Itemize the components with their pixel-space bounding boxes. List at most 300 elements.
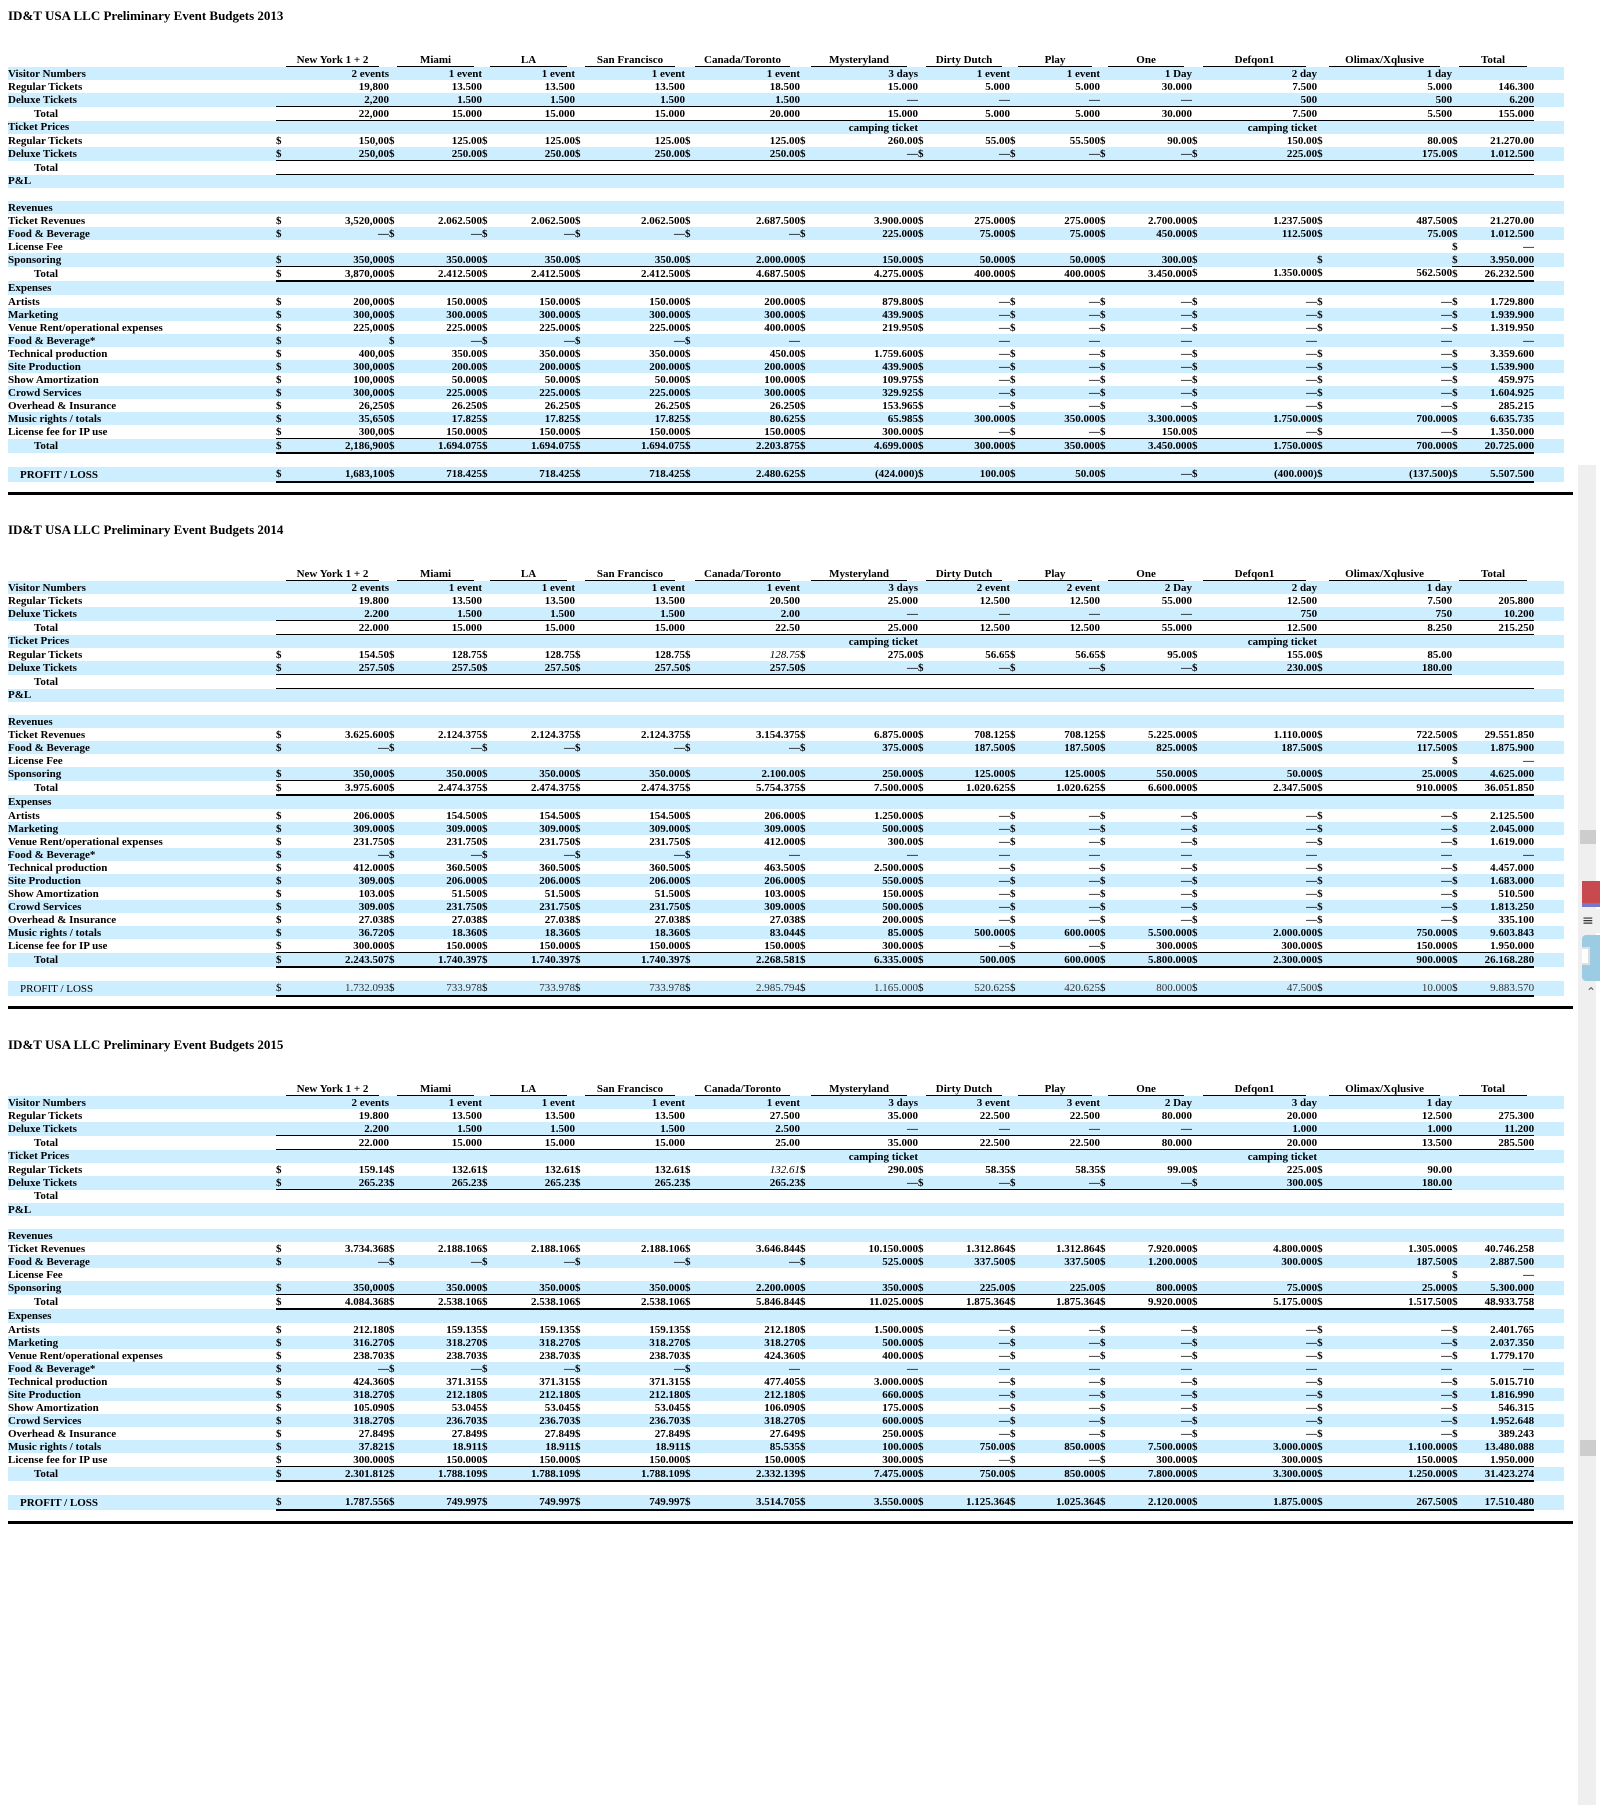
value-cell[interactable]: 50.000 (938, 253, 1010, 267)
value-cell[interactable]: 265.23 (595, 1176, 685, 1190)
value-cell[interactable]: 55.500 (1030, 134, 1100, 147)
value-cell[interactable]: 7.500 (1212, 80, 1317, 93)
value-cell[interactable] (1030, 1216, 1100, 1229)
value-cell[interactable] (1474, 661, 1534, 675)
value-cell[interactable]: 1.875.000 (1212, 1495, 1317, 1510)
value-cell[interactable]: 2.062.500 (409, 214, 482, 227)
value-cell[interactable]: — (1339, 1349, 1452, 1362)
value-cell[interactable]: 700.000 (1339, 439, 1452, 454)
value-cell[interactable]: — (1212, 1362, 1317, 1375)
value-cell[interactable]: 300,000 (298, 360, 389, 373)
value-cell[interactable]: 2.120.000 (1120, 1495, 1192, 1510)
value-cell[interactable] (1120, 795, 1192, 809)
value-cell[interactable]: 150.000 (409, 425, 482, 439)
value-cell[interactable]: — (938, 1388, 1010, 1401)
value-cell[interactable]: 230.00 (1212, 661, 1317, 675)
value-cell[interactable]: 180.00 (1339, 661, 1452, 675)
value-cell[interactable] (298, 188, 389, 201)
value-cell[interactable]: — (1120, 347, 1192, 360)
value-cell[interactable]: 750.00 (938, 1467, 1010, 1482)
value-cell[interactable]: — (938, 822, 1010, 835)
value-cell[interactable]: — (298, 1362, 389, 1375)
value-cell[interactable]: — (1339, 809, 1452, 822)
value-cell[interactable]: — (938, 1336, 1010, 1349)
value-cell[interactable]: 500.000 (820, 1336, 918, 1349)
value-cell[interactable]: 231.750 (298, 835, 389, 848)
value-cell[interactable]: 225.000 (595, 386, 685, 399)
value-cell[interactable]: — (1339, 373, 1452, 386)
value-cell[interactable]: 132.61 (705, 1163, 800, 1176)
value-cell[interactable]: 225.000 (502, 386, 575, 399)
value-cell[interactable]: — (1030, 1122, 1100, 1136)
value-cell[interactable]: — (409, 848, 482, 861)
value-cell[interactable]: 708.125 (938, 728, 1010, 741)
value-cell[interactable] (502, 1203, 575, 1216)
value-cell[interactable]: 285.500 (1474, 1136, 1534, 1150)
value-cell[interactable]: 1.683.000 (1474, 874, 1534, 887)
value-cell[interactable]: 300.00 (820, 835, 918, 848)
value-cell[interactable]: 520.625 (938, 981, 1010, 996)
value-cell[interactable] (502, 1309, 575, 1323)
value-cell[interactable]: 85.00 (1339, 648, 1452, 661)
value-cell[interactable]: 155.000 (1474, 107, 1534, 121)
value-cell[interactable]: — (938, 295, 1010, 308)
value-cell[interactable]: — (1212, 887, 1317, 900)
value-cell[interactable]: 300.000 (298, 939, 389, 953)
value-cell[interactable]: 19.800 (298, 1109, 389, 1122)
value-cell[interactable] (595, 1216, 685, 1229)
value-cell[interactable]: — (938, 1122, 1010, 1136)
value-cell[interactable]: — (1030, 1349, 1100, 1362)
value-cell[interactable]: — (1212, 848, 1317, 861)
value-cell[interactable]: 13.500 (409, 80, 482, 93)
value-cell[interactable]: 1.237.500 (1212, 214, 1317, 227)
value-cell[interactable]: 450.00 (705, 347, 800, 360)
value-cell[interactable]: 300.00 (1212, 1176, 1317, 1190)
value-cell[interactable] (298, 453, 389, 467)
value-cell[interactable] (1474, 1309, 1534, 1323)
value-cell[interactable]: 1.750.000 (1212, 439, 1317, 454)
value-cell[interactable]: 360.500 (502, 861, 575, 874)
value-cell[interactable] (502, 1150, 575, 1164)
value-cell[interactable]: 12.500 (1030, 594, 1100, 607)
value-cell[interactable]: — (1120, 1176, 1192, 1190)
value-cell[interactable] (595, 121, 685, 135)
value-cell[interactable]: 15.000 (502, 621, 575, 635)
value-cell[interactable]: 5.754.375 (705, 781, 800, 796)
value-cell[interactable]: 2.124.375 (409, 728, 482, 741)
value-cell[interactable]: 350.000 (502, 1281, 575, 1295)
value-cell[interactable] (1030, 281, 1100, 295)
value-cell[interactable]: — (595, 334, 685, 347)
value-cell[interactable]: 128.75 (595, 648, 685, 661)
value-cell[interactable] (1339, 689, 1452, 703)
value-cell[interactable]: 10.200 (1474, 607, 1534, 621)
value-cell[interactable]: 103.000 (705, 887, 800, 900)
value-cell[interactable]: 2,186,900 (298, 439, 389, 454)
value-cell[interactable]: 1.740.397 (409, 953, 482, 968)
value-cell[interactable]: 58.35 (1030, 1163, 1100, 1176)
value-cell[interactable] (1120, 175, 1192, 189)
value-cell[interactable]: 1.350.000 (1212, 267, 1317, 282)
value-cell[interactable] (820, 161, 918, 175)
value-cell[interactable] (502, 453, 575, 467)
value-cell[interactable] (298, 715, 389, 728)
value-cell[interactable]: 1.312.864 (1030, 1242, 1100, 1255)
value-cell[interactable]: 2.474.375 (409, 781, 482, 796)
value-cell[interactable]: — (1030, 334, 1100, 347)
value-cell[interactable]: — (1339, 835, 1452, 848)
value-cell[interactable]: — (938, 93, 1010, 107)
value-cell[interactable]: 3 event (938, 1096, 1010, 1109)
value-cell[interactable]: — (1120, 467, 1192, 482)
value-cell[interactable] (1212, 188, 1317, 201)
value-cell[interactable]: 350.000 (409, 1281, 482, 1295)
value-cell[interactable] (409, 1190, 482, 1204)
value-cell[interactable] (298, 1229, 389, 1242)
value-cell[interactable]: 25.000 (1339, 1281, 1452, 1295)
value-cell[interactable]: 53.045 (502, 1401, 575, 1414)
value-cell[interactable]: — (1212, 1336, 1317, 1349)
value-cell[interactable]: 100.000 (705, 373, 800, 386)
value-cell[interactable] (595, 675, 685, 689)
value-cell[interactable]: 800.000 (1120, 981, 1192, 996)
value-cell[interactable]: 3.625.600 (298, 728, 389, 741)
value-cell[interactable]: 3.300.000 (1212, 1467, 1317, 1482)
value-cell[interactable] (705, 1203, 800, 1216)
value-cell[interactable]: 1.500 (502, 607, 575, 621)
value-cell[interactable]: 225.00 (1030, 1281, 1100, 1295)
value-cell[interactable]: 51.500 (502, 887, 575, 900)
value-cell[interactable]: 200.00 (409, 360, 482, 373)
value-cell[interactable]: 200.000 (502, 360, 575, 373)
value-cell[interactable] (820, 240, 918, 253)
value-cell[interactable] (298, 281, 389, 295)
value-cell[interactable]: 318.270 (595, 1336, 685, 1349)
value-cell[interactable]: 1.165.000 (820, 981, 918, 996)
value-cell[interactable]: — (1212, 861, 1317, 874)
value-cell[interactable] (409, 161, 482, 175)
value-cell[interactable] (298, 201, 389, 214)
value-cell[interactable]: 749.997 (502, 1495, 575, 1510)
value-cell[interactable]: 206.000 (298, 809, 389, 822)
value-cell[interactable] (502, 635, 575, 649)
value-cell[interactable]: 150.000 (820, 253, 918, 267)
value-cell[interactable]: 238.703 (595, 1349, 685, 1362)
value-cell[interactable] (409, 121, 482, 135)
value-cell[interactable]: 150.000 (595, 295, 685, 308)
value-cell[interactable] (1030, 1481, 1100, 1495)
value-cell[interactable]: — (1030, 308, 1100, 321)
value-cell[interactable]: 231.750 (409, 835, 482, 848)
value-cell[interactable]: 600.000 (1030, 953, 1100, 968)
value-cell[interactable] (1212, 702, 1317, 715)
value-cell[interactable]: 75.000 (938, 227, 1010, 240)
value-cell[interactable]: 13.500 (595, 80, 685, 93)
value-cell[interactable]: 718.425 (502, 467, 575, 482)
value-cell[interactable]: — (1120, 1362, 1192, 1375)
value-cell[interactable] (1212, 1481, 1317, 1495)
value-cell[interactable]: — (1212, 1414, 1317, 1427)
value-cell[interactable]: 159.14 (298, 1163, 389, 1176)
value-cell[interactable]: — (1030, 295, 1100, 308)
value-cell[interactable] (1120, 1190, 1192, 1204)
value-cell[interactable]: — (938, 399, 1010, 412)
value-cell[interactable]: — (938, 1349, 1010, 1362)
value-cell[interactable]: 257.50 (502, 661, 575, 675)
value-cell[interactable] (1120, 689, 1192, 703)
value-cell[interactable]: 150,00 (298, 134, 389, 147)
value-cell[interactable]: 180.00 (1339, 1176, 1452, 1190)
value-cell[interactable] (938, 1268, 1010, 1281)
value-cell[interactable] (820, 1268, 918, 1281)
value-cell[interactable]: 80.000 (1120, 1136, 1192, 1150)
value-cell[interactable] (1474, 175, 1534, 189)
value-cell[interactable] (820, 1203, 918, 1216)
value-cell[interactable]: 219.950 (820, 321, 918, 334)
value-cell[interactable]: 27.849 (409, 1427, 482, 1440)
value-cell[interactable]: — (1339, 1336, 1452, 1349)
value-cell[interactable]: 424.360 (705, 1349, 800, 1362)
value-cell[interactable]: 27.849 (298, 1427, 389, 1440)
value-cell[interactable] (1030, 795, 1100, 809)
value-cell[interactable]: 3.450.000 (1120, 439, 1192, 454)
value-cell[interactable]: — (1120, 1122, 1192, 1136)
value-cell[interactable]: 150.000 (595, 425, 685, 439)
value-cell[interactable] (502, 675, 575, 689)
scroll-up-icon[interactable]: ⌃ (1585, 985, 1597, 999)
value-cell[interactable]: 15.000 (595, 621, 685, 635)
value-cell[interactable]: — (705, 848, 800, 861)
value-cell[interactable] (938, 188, 1010, 201)
value-cell[interactable] (409, 675, 482, 689)
value-cell[interactable]: 236.703 (595, 1414, 685, 1427)
value-cell[interactable]: 22,000 (298, 107, 389, 121)
value-cell[interactable] (1212, 253, 1317, 267)
value-cell[interactable] (1120, 201, 1192, 214)
value-cell[interactable]: 20.000 (705, 107, 800, 121)
value-cell[interactable]: 900.000 (1339, 953, 1452, 968)
value-cell[interactable]: 35,650 (298, 412, 389, 425)
value-cell[interactable] (1212, 1190, 1317, 1204)
value-cell[interactable]: — (595, 227, 685, 240)
value-cell[interactable] (1339, 715, 1452, 728)
value-cell[interactable] (1120, 967, 1192, 981)
value-cell[interactable] (938, 967, 1010, 981)
value-cell[interactable]: 733.978 (409, 981, 482, 996)
value-cell[interactable] (705, 754, 800, 767)
value-cell[interactable] (409, 754, 482, 767)
value-cell[interactable]: 150.000 (502, 425, 575, 439)
value-cell[interactable] (409, 240, 482, 253)
value-cell[interactable]: 128.75 (705, 648, 800, 661)
value-cell[interactable]: — (1120, 848, 1192, 861)
value-cell[interactable]: — (705, 334, 800, 347)
value-cell[interactable]: 27.649 (705, 1427, 800, 1440)
value-cell[interactable] (595, 689, 685, 703)
value-cell[interactable] (595, 1229, 685, 1242)
value-cell[interactable]: — (1030, 939, 1100, 953)
value-cell[interactable]: 150.000 (820, 887, 918, 900)
value-cell[interactable]: 85.000 (820, 926, 918, 939)
value-cell[interactable]: 153.965 (820, 399, 918, 412)
value-cell[interactable]: 236.703 (502, 1414, 575, 1427)
value-cell[interactable]: 3.550.000 (820, 1495, 918, 1510)
value-cell[interactable]: 5.800.000 (1120, 953, 1192, 968)
value-cell[interactable]: — (1030, 1414, 1100, 1427)
value-cell[interactable] (705, 1309, 800, 1323)
value-cell[interactable]: 300,000 (298, 386, 389, 399)
value-cell[interactable]: 150.000 (705, 425, 800, 439)
value-cell[interactable] (1120, 702, 1192, 715)
value-cell[interactable] (1474, 188, 1534, 201)
value-cell[interactable]: 2.480.625 (705, 467, 800, 482)
value-cell[interactable]: 337.500 (938, 1255, 1010, 1268)
value-cell[interactable]: 17.825 (502, 412, 575, 425)
value-cell[interactable] (298, 702, 389, 715)
value-cell[interactable]: 15.000 (409, 621, 482, 635)
value-cell[interactable]: 749.997 (595, 1495, 685, 1510)
value-cell[interactable]: — (502, 1255, 575, 1268)
value-cell[interactable]: 463.500 (705, 861, 800, 874)
value-cell[interactable]: 18.360 (409, 926, 482, 939)
value-cell[interactable]: 27.038 (502, 913, 575, 926)
value-cell[interactable]: 309.000 (705, 822, 800, 835)
value-cell[interactable] (595, 453, 685, 467)
value-cell[interactable]: 25.000 (820, 621, 918, 635)
value-cell[interactable]: 2.062.500 (595, 214, 685, 227)
value-cell[interactable]: 1.500 (705, 93, 800, 107)
value-cell[interactable]: 1 event (409, 1096, 482, 1109)
value-cell[interactable] (409, 1203, 482, 1216)
value-cell[interactable]: 7.920.000 (1120, 1242, 1192, 1255)
value-cell[interactable]: 212.180 (298, 1323, 389, 1336)
value-cell[interactable]: 225.000 (502, 321, 575, 334)
value-cell[interactable]: 2.401.765 (1474, 1323, 1534, 1336)
value-cell[interactable]: — (1212, 295, 1317, 308)
value-cell[interactable]: — (1212, 1375, 1317, 1388)
value-cell[interactable]: — (1212, 373, 1317, 386)
value-cell[interactable]: 2.332.139 (705, 1467, 800, 1482)
value-cell[interactable] (1030, 1309, 1100, 1323)
value-cell[interactable]: 18.911 (409, 1440, 482, 1453)
value-cell[interactable]: 2.000.000 (1212, 926, 1317, 939)
value-cell[interactable]: — (1120, 1414, 1192, 1427)
value-cell[interactable]: — (1120, 822, 1192, 835)
value-cell[interactable] (1474, 281, 1534, 295)
value-cell[interactable] (1212, 689, 1317, 703)
value-cell[interactable] (1120, 453, 1192, 467)
value-cell[interactable] (1212, 1216, 1317, 1229)
value-cell[interactable] (1339, 675, 1452, 689)
value-cell[interactable]: 360.500 (409, 861, 482, 874)
value-cell[interactable]: 1.732.093 (298, 981, 389, 996)
value-cell[interactable]: 1 event (502, 67, 575, 80)
value-cell[interactable] (820, 715, 918, 728)
value-cell[interactable] (1474, 675, 1534, 689)
value-cell[interactable]: — (1474, 240, 1534, 253)
value-cell[interactable]: 26.250 (595, 399, 685, 412)
value-cell[interactable]: 2 Day (1120, 1096, 1192, 1109)
value-cell[interactable]: — (1120, 1427, 1192, 1440)
value-cell[interactable]: 350.000 (595, 347, 685, 360)
value-cell[interactable]: — (502, 1362, 575, 1375)
value-cell[interactable]: 117.500 (1339, 741, 1452, 754)
value-cell[interactable] (1120, 1203, 1192, 1216)
value-cell[interactable]: 231.750 (502, 900, 575, 913)
value-cell[interactable]: — (1120, 295, 1192, 308)
value-cell[interactable]: 5.000 (1030, 107, 1100, 121)
value-cell[interactable]: 350.00 (409, 347, 482, 360)
value-cell[interactable]: 375.000 (820, 741, 918, 754)
value-cell[interactable] (705, 240, 800, 253)
value-cell[interactable] (1212, 201, 1317, 214)
value-cell[interactable]: 350.000 (595, 767, 685, 781)
value-cell[interactable]: 22.500 (938, 1109, 1010, 1122)
value-cell[interactable] (1120, 1229, 1192, 1242)
value-cell[interactable] (1474, 67, 1534, 80)
value-cell[interactable]: 250.00 (705, 147, 800, 161)
value-cell[interactable]: 10.000 (1339, 981, 1452, 996)
value-cell[interactable] (705, 1190, 800, 1204)
value-cell[interactable]: 5.000 (1030, 80, 1100, 93)
value-cell[interactable] (409, 635, 482, 649)
value-cell[interactable]: — (409, 334, 482, 347)
value-cell[interactable] (1339, 1309, 1452, 1323)
value-cell[interactable]: 1.500 (595, 93, 685, 107)
value-cell[interactable]: — (409, 227, 482, 240)
value-cell[interactable]: — (409, 1362, 482, 1375)
value-cell[interactable]: — (938, 147, 1010, 161)
value-cell[interactable]: 150.000 (409, 1453, 482, 1467)
value-cell[interactable]: — (1212, 308, 1317, 321)
value-cell[interactable]: — (938, 848, 1010, 861)
value-cell[interactable]: 55.000 (1120, 621, 1192, 635)
value-cell[interactable]: — (820, 147, 918, 161)
value-cell[interactable]: — (938, 1401, 1010, 1414)
value-cell[interactable]: 318.270 (409, 1336, 482, 1349)
value-cell[interactable]: 27.849 (502, 1427, 575, 1440)
value-cell[interactable]: 3.734.368 (298, 1242, 389, 1255)
value-cell[interactable]: 5.015.710 (1474, 1375, 1534, 1388)
value-cell[interactable]: — (1120, 308, 1192, 321)
value-cell[interactable] (1474, 581, 1534, 594)
value-cell[interactable]: 400.000 (938, 267, 1010, 282)
value-cell[interactable]: 125.000 (938, 767, 1010, 781)
value-cell[interactable]: 3.000.000 (820, 1375, 918, 1388)
value-cell[interactable]: — (1339, 334, 1452, 347)
value-cell[interactable]: 1.200.000 (1120, 1255, 1192, 1268)
value-cell[interactable] (1030, 1268, 1100, 1281)
value-cell[interactable]: — (1030, 607, 1100, 621)
value-cell[interactable]: 15.000 (409, 1136, 482, 1150)
value-cell[interactable]: 1.875.900 (1474, 741, 1534, 754)
value-cell[interactable]: 15.000 (595, 107, 685, 121)
value-cell[interactable] (1339, 702, 1452, 715)
value-cell[interactable]: 3 days (820, 67, 918, 80)
value-cell[interactable]: — (1120, 93, 1192, 107)
value-cell[interactable] (820, 281, 918, 295)
value-cell[interactable]: 350.00 (595, 253, 685, 267)
value-cell[interactable]: 5.000 (1339, 80, 1452, 93)
value-cell[interactable] (1212, 1309, 1317, 1323)
value-cell[interactable]: 2.037.350 (1474, 1336, 1534, 1349)
value-cell[interactable]: 20.725.000 (1474, 439, 1534, 454)
value-cell[interactable]: — (1030, 147, 1100, 161)
value-cell[interactable]: 718.425 (409, 467, 482, 482)
value-cell[interactable]: 750.000 (1339, 926, 1452, 939)
value-cell[interactable]: 7.800.000 (1120, 1467, 1192, 1482)
